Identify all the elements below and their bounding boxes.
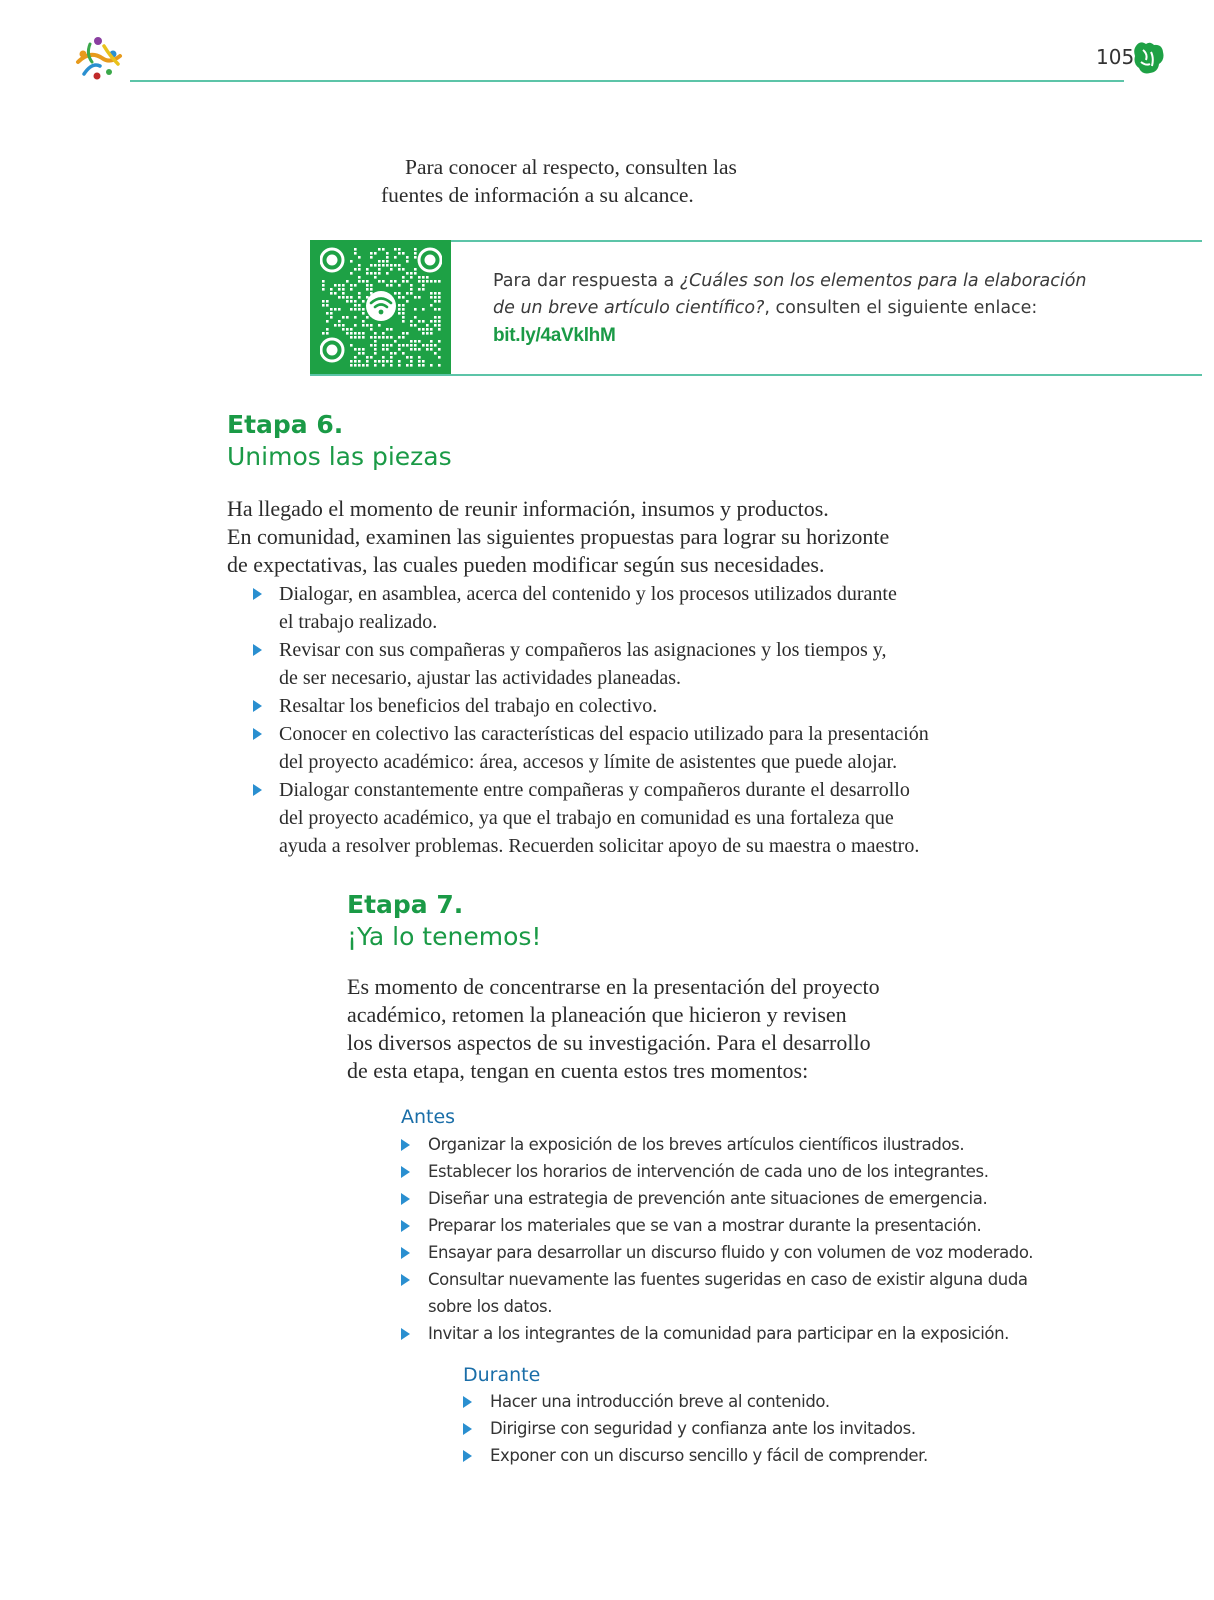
qr-code-icon [320, 246, 442, 368]
qr-question-line2: de un breve artículo científico? [493, 298, 765, 318]
list-item [401, 1185, 1021, 1212]
bullet-triangle-icon [253, 644, 262, 656]
durante-bullet-list [463, 1388, 1023, 1469]
stage6-paragraph [227, 495, 947, 579]
bullet-triangle-icon [253, 784, 262, 796]
bullet-triangle-icon [401, 1247, 410, 1259]
stage7-number: Etapa 7. [347, 890, 464, 919]
intro-line: Para conocer al respecto, consulten las [405, 155, 737, 179]
list-item [463, 1442, 1023, 1469]
paragraph-line: académico, retomen la planeación que hicieron y revisen [347, 1002, 847, 1027]
antes-bullet-list [401, 1131, 1034, 1347]
list-item [401, 1320, 1021, 1347]
bullet-triangle-icon [401, 1328, 410, 1340]
list-item-line: Dirigirse con seguridad y confianza ante los invitados. [490, 1419, 916, 1438]
stage7-heading [347, 889, 541, 953]
box-bottom-rule [310, 374, 1202, 376]
bullet-triangle-icon [253, 728, 262, 740]
list-item-line: ayuda a resolver problemas. Recuerden solicitar apoyo de su maestra o maestro. [279, 835, 920, 857]
page-number: 105 [1096, 45, 1135, 69]
paragraph-line: de esta etapa, tengan en cuenta estos tres momentos: [347, 1058, 809, 1083]
list-item-line: Organizar la exposición de los breves artículos científicos ilustrados. [428, 1135, 965, 1154]
list-item [253, 580, 973, 636]
green-glyph-icon [1132, 40, 1166, 76]
paragraph-line: Es momento de concentrarse en la presentación del proyecto [347, 974, 880, 999]
stage6-title: Unimos las piezas [227, 442, 452, 471]
list-item [253, 776, 973, 860]
qr-panel [310, 240, 451, 376]
list-item-line: Ensayar para desarrollar un discurso fluido y con volumen de voz moderado. [428, 1243, 1034, 1262]
list-item-line: Invitar a los integrantes de la comunidad para participar en la exposición. [428, 1324, 1009, 1343]
list-item-line: sobre los datos. [428, 1297, 553, 1316]
list-item [401, 1239, 1034, 1266]
list-item [463, 1415, 1023, 1442]
bullet-triangle-icon [463, 1396, 472, 1408]
qr-link-box [310, 240, 1202, 376]
paragraph-line: En comunidad, examinen las siguientes propuestas para lograr su horizonte [227, 524, 890, 549]
bullet-triangle-icon [401, 1274, 410, 1286]
qr-text-before: Para dar respuesta a [493, 271, 680, 291]
list-item-line: Dialogar, en asamblea, acerca del contenido y los procesos utilizados durante [279, 583, 897, 605]
qr-text-after: , consulten el siguiente enlace: [764, 298, 1038, 318]
bullet-triangle-icon [401, 1139, 410, 1151]
list-item-line: Exponer con un discurso sencillo y fácil de comprender. [490, 1446, 928, 1465]
list-item-line: Conocer en colectivo las características del espacio utilizado para la presentación [279, 723, 929, 745]
paragraph-line: de expectativas, las cuales pueden modificar según sus necesidades. [227, 552, 825, 577]
header-rule [130, 80, 1124, 82]
community-circle-logo-icon [70, 32, 126, 88]
list-item [463, 1388, 1023, 1415]
bullet-triangle-icon [463, 1423, 472, 1435]
bullet-triangle-icon [401, 1193, 410, 1205]
list-item [401, 1212, 1021, 1239]
list-item-line: Diseñar una estrategia de prevención ante situaciones de emergencia. [428, 1189, 988, 1208]
intro-line: fuentes de información a su alcance. [381, 183, 694, 207]
list-item-line: del proyecto académico: área, accesos y límite de asistentes que puede alojar. [279, 751, 898, 773]
paragraph-line: los diversos aspectos de su investigación. Para el desarrollo [347, 1030, 871, 1055]
qr-link[interactable]: bit.ly/4aVklhM [493, 325, 616, 346]
bullet-triangle-icon [253, 588, 262, 600]
stage7-paragraph [347, 973, 927, 1085]
bullet-triangle-icon [253, 700, 262, 712]
list-item [401, 1158, 1021, 1185]
list-item-line: Hacer una introducción breve al contenido. [490, 1392, 830, 1411]
list-item-line: Establecer los horarios de intervención de cada uno de los integrantes. [428, 1162, 989, 1181]
list-item-line: el trabajo realizado. [279, 611, 438, 633]
list-item-line: Preparar los materiales que se van a mostrar durante la presentación. [428, 1216, 982, 1235]
list-item [253, 636, 973, 692]
bullet-triangle-icon [401, 1166, 410, 1178]
bullet-triangle-icon [463, 1450, 472, 1462]
list-item-line: del proyecto académico, ya que el trabajo en comunidad es una fortaleza que [279, 807, 894, 829]
bullet-triangle-icon [401, 1220, 410, 1232]
list-item-line: Dialogar constantemente entre compañeras y compañeros durante el desarrollo [279, 779, 910, 801]
qr-question-line1: ¿Cuáles son los elementos para la elaboración [679, 271, 1087, 291]
stage6-number: Etapa 6. [227, 410, 344, 439]
list-item-line: de ser necesario, ajustar las actividades planeadas. [279, 667, 682, 689]
antes-heading: Antes [401, 1106, 456, 1128]
list-item-line: Consultar nuevamente las fuentes sugeridas en caso de existir alguna duda [428, 1270, 1028, 1289]
list-item-line: Resaltar los beneficios del trabajo en colectivo. [279, 695, 658, 717]
stage7-title: ¡Ya lo tenemos! [347, 922, 542, 951]
qr-instructions [493, 268, 1183, 349]
list-item [253, 692, 973, 720]
stage6-heading [227, 409, 452, 473]
list-item [401, 1266, 1028, 1320]
stage6-bullet-list [253, 580, 973, 860]
list-item [253, 720, 973, 776]
intro-text [381, 153, 737, 209]
list-item [401, 1131, 1021, 1158]
durante-heading: Durante [463, 1364, 541, 1386]
list-item-line: Revisar con sus compañeras y compañeros las asignaciones y los tiempos y, [279, 639, 887, 661]
paragraph-line: Ha llegado el momento de reunir información, insumos y productos. [227, 496, 829, 521]
